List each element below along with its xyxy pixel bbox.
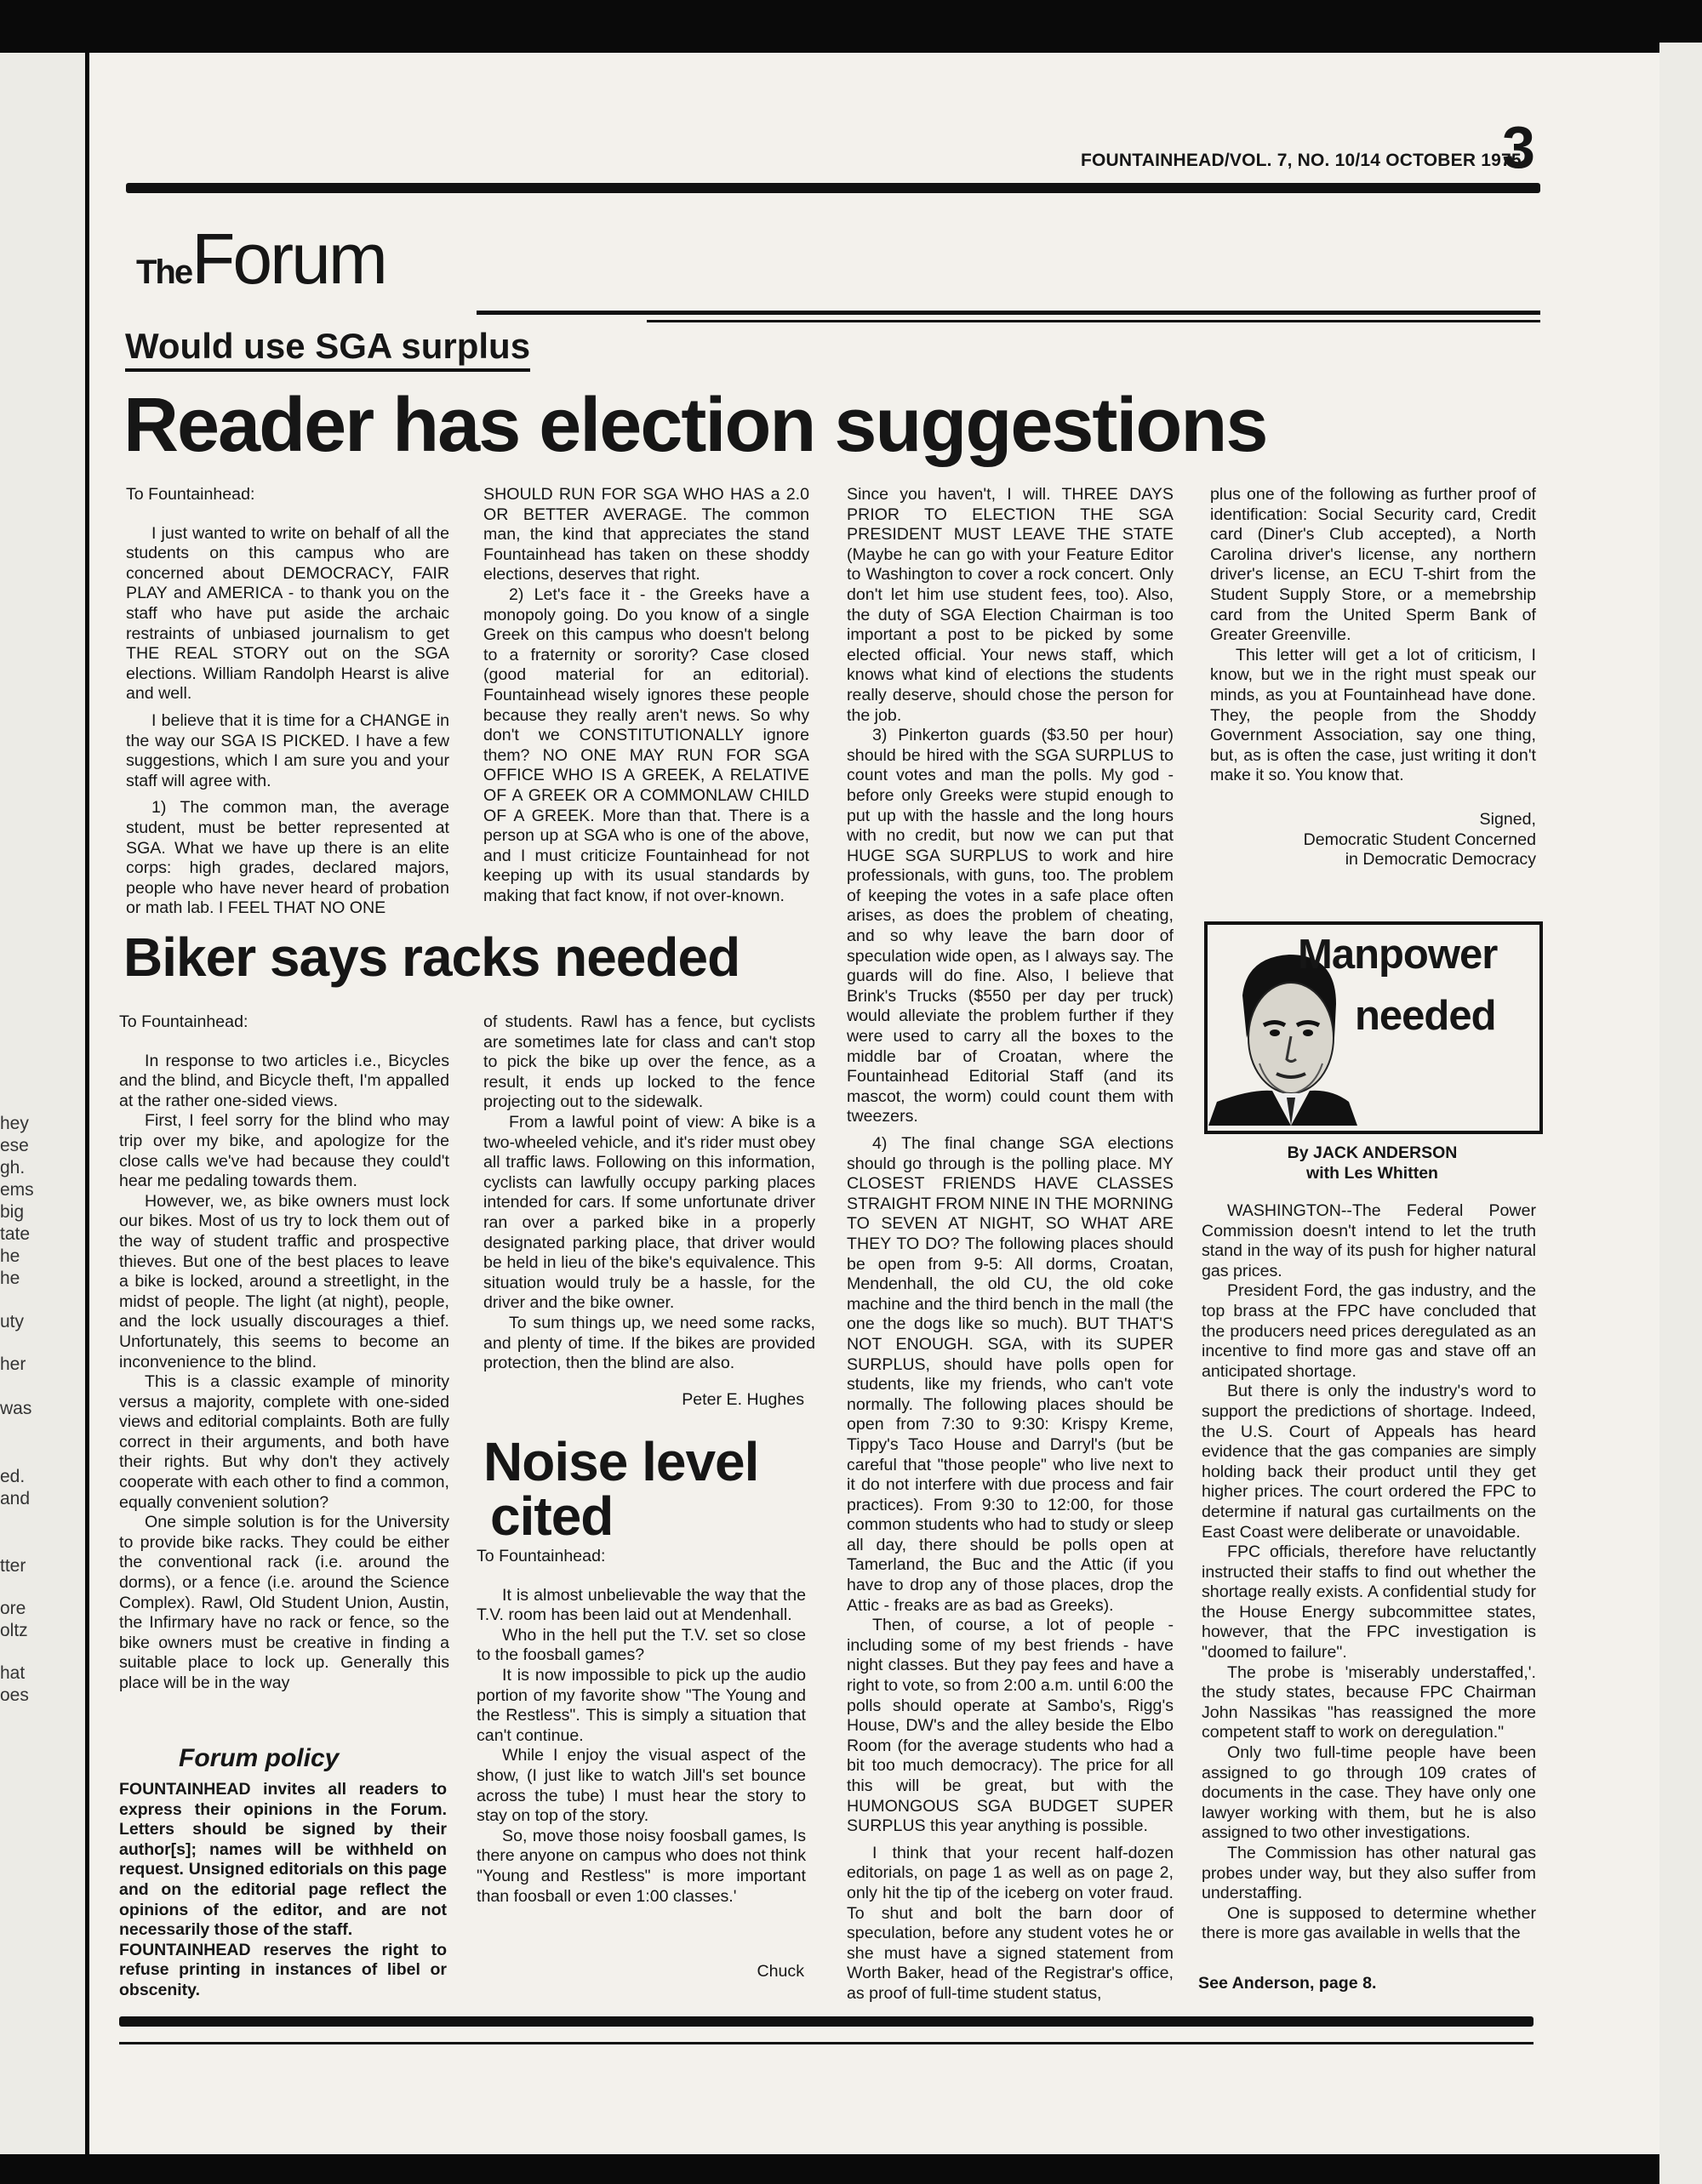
left-fragment: ems	[0, 1180, 34, 1200]
byline-author: By JACK ANDERSON	[1287, 1143, 1458, 1162]
left-fragment: uty	[0, 1312, 25, 1331]
left-fragment: ese	[0, 1136, 29, 1155]
paragraph: But there is only the industry's word to support the predictions of shortage. Indeed, the U.S. Court of Appeals has heard evidence that the gas companies are simply holding back their product until they get higher prices. The court ordered the FPC to determine if natural gas curtailments on the East Coast were deliberate or unavoidable.	[1202, 1382, 1536, 1542]
paragraph: 4) The final change SGA elections should go through is the polling place. MY CLOSEST FRIENDS HAVE CLASSES STRAIGHT FROM NINE IN THE MORNING TO SEVEN AT NIGHT, SO WHAT ARE THEY TO DO? The following places should be open from 9-5: All dorms, Croatan, Mendenhall, the old CU, the old coke machine and the third bench in the mall (the one the dogs like so much). BUT THAT'S NOT ENOUGH. SGA, with its SUPER SURPLUS, should have polls open for students, like my friends, who can't vote normally. The following places should be open from 7:30 to 9:30: Krispy Kreme, Tippy's Taco House and Darryl's (but be careful that "those people" who live next to it do not interfere with due process and fair practices). From 9:30 to 12:00, for those common students who had to study or sleep all day, there should be polls open at Tamerland, the Buc and the Attic (if you have to drop any of those places, drop the Attic - freaks are as bad as Greeks).	[847, 1134, 1174, 1615]
main-column-2	[483, 485, 809, 906]
salutation: To Fountainhead:	[119, 1012, 248, 1031]
paragraph: However, we, as bike owners must lock our bikes. Most of us try to lock them out of the way of student traffic and prospective thieves. But one of the best places to leave a bike is locked, around a streetlight, in the midst of people. The light (at night), people, and the lock usually discourages a thief. Unfortunately, this seems to become an inconvenience to the blind.	[119, 1191, 449, 1371]
left-fragment: he	[0, 1246, 20, 1266]
paragraph: While I enjoy the visual aspect of the show, (I just like to watch Jill's set bounce across the tube) I must hear the story to stay on top of the story.	[477, 1746, 806, 1826]
left-fragment: tter	[0, 1556, 26, 1576]
jump-line: See Anderson, page 8.	[1198, 1974, 1377, 1993]
section-rule-bottom	[647, 320, 1540, 322]
main-column-1	[126, 485, 449, 919]
left-fragment: he	[0, 1269, 20, 1288]
paragraph: In response to two articles i.e., Bicycles and the blind, and Bicycle theft, I'm appalled at the rather one-sided views.	[119, 1051, 449, 1110]
paragraph: 1) The common man, the average student, must be better represented at SGA. What we have up there is an elite corps: high grades, declared majors, people who have never heard of probation or math lab. I FEEL THAT NO ONE	[126, 798, 449, 918]
paragraph: of students. Rawl has a fence, but cyclists are sometimes late for class and can't stop to pick the bike up over the fence, as a result, it ends up locked to the fence projecting out to the sidewalk.	[483, 1012, 815, 1112]
paragraph: From a lawful point of view: A bike is a two-wheeled vehicle, and it's rider must obey all traffic laws. Following on this information, cyclists can lawfully occupy parking places intended for cars. If some unfortunate driver ran over a parked bike in a properly designated parking place, that driver would be held in lieu of the bike's equivalence. This situation would truly be a hassle, for the driver and the bike owner.	[483, 1112, 815, 1313]
left-fragment: hat	[0, 1663, 26, 1683]
paragraph: So, move those noisy foosball games, Is there anyone on campus who does not think "Young and Restless" is more important than foosball or even 1:00 classes.'	[477, 1826, 806, 1906]
paragraph: WASHINGTON--The Federal Power Commission doesn't intend to let the truth stand in the way of its push for higher natural gas prices.	[1202, 1201, 1536, 1280]
left-fragment: tate	[0, 1224, 31, 1244]
paragraph: Since you haven't, I will. THREE DAYS PRIOR TO ELECTION THE SGA PRESIDENT MUST LEAVE THE STATE (Maybe he can go with your Feature Editor to Washington to cover a rock concert. Only don't let him use student fees, too). Also, the duty of SGA Election Chairman is too important a post to be picked by some elected official. Your news staff, which knows what kind of elections the students really deserve, should chose the person for the job.	[847, 485, 1174, 725]
left-fragment: ed.	[0, 1467, 26, 1486]
salutation: To Fountainhead:	[126, 485, 255, 504]
paragraph: FPC officials, therefore have reluctantly instructed their staffs to find out whether the shortage really exists. A confidential study for the House Energy subcommittee states, however, that the FPC investigation is "doomed to failure".	[1202, 1542, 1536, 1662]
paragraph: It is now impossible to pick up the audio portion of my favorite show "The Young and the Restless". This is simply a situation that can't continue.	[477, 1665, 806, 1745]
byline	[1208, 1143, 1536, 1183]
paragraph: plus one of the following as further proof of identification: Social Security card, Credit card (Diner's Club accepted), a North Carolina driver's license, any northern driver's license, an ECU T-shirt from the Student Supply Store, or a memebrship card from the United Sperm Bank of Greater Greenville.	[1210, 485, 1536, 645]
section-title	[136, 219, 386, 299]
policy-title: Forum policy	[179, 1744, 340, 1772]
paragraph: SHOULD RUN FOR SGA WHO HAS a 2.0 OR BETTER AVERAGE. The common man, the kind that appreciates the stand Fountainhead has taken on these shoddy elections, deserves that right.	[483, 485, 809, 584]
paragraph: I think that your recent half-dozen editorials, on page 1 as well as on page 2, only hit the tip of the iceberg on voter fraud. To shut and bolt the barn door of speculation, before any student votes he or she must have a signed statement from Worth Baker, head of the Registrar's office, as proof of full-time student status,	[847, 1843, 1174, 2003]
main-kicker: Would use SGA surplus	[125, 326, 530, 372]
left-fragment: big	[0, 1202, 25, 1222]
biker-column-2	[483, 1012, 815, 1374]
paragraph: It is almost unbelievable the way that the T.V. room has been laid out at Mendenhall.	[477, 1585, 806, 1625]
paragraph: Who in the hell put the T.V. set so close to the foosball games?	[477, 1625, 806, 1665]
paragraph: This letter will get a lot of criticism, I know, but we in the right must speak our minds, as you at Fountainhead have done. They, the people from the Shoddy Government Association, say one thing, but, as is often the case, just writing it don't make it so. You know that.	[1210, 645, 1536, 785]
paragraph: The probe is 'miserably understaffed,'. the study states, because FPC Chairman John Nassikas "has reassigned the more competent staff to work on deregulation."	[1202, 1662, 1536, 1742]
signature-line: Signed,	[1479, 810, 1536, 829]
manpower-headline-line2: needed	[1355, 993, 1496, 1039]
manpower-headline-line1: Manpower	[1298, 932, 1498, 978]
left-fragment: gh.	[0, 1158, 26, 1178]
section-title-the: The	[136, 254, 192, 291]
main-column-3	[847, 485, 1174, 2004]
section-title-forum: Forum	[191, 219, 386, 299]
left-fragment: her	[0, 1354, 26, 1374]
signature-line: Democratic Student Concerned	[1303, 830, 1536, 849]
noise-headline-line2: cited	[490, 1485, 614, 1547]
noise-headline	[483, 1431, 759, 1547]
left-fragment: hey	[0, 1114, 29, 1133]
left-fragment: oes	[0, 1685, 29, 1705]
paragraph: I believe that it is time for a CHANGE in the way our SGA IS PICKED. I have a few suggestions, which I am sure you and your staff will agree with.	[126, 710, 449, 790]
biker-headline: Biker says racks needed	[123, 927, 740, 988]
paragraph: 2) Let's face it - the Greeks have a monopoly going. Do you know of a single Greek on this campus who doesn't belong to a fraternity or sorority? Case closed (good material for an editorial). Fountainhead wisely ignores these people because they really aren't news. So why don't we CONSTITUTIONALLY ignore them? NO ONE MAY RUN FOR SGA OFFICE WHO IS A GREEK, A RELATIVE OF A GREEK OR A COMMONLAW CHILD OF A GREEK. More than that. There is a person up at SGA who is one of the above, and I must criticize Fountainhead for not keeping up with its usual standards by making that fact know, if not over-known.	[483, 584, 809, 905]
paragraph: This is a classic example of minority versus a majority, complete with one-sided views and editorial complaints. Both are fully correct in their arguments, and both have their rights. But why don't they actively cooperate with each other to find a common, equally convenient solution?	[119, 1372, 449, 1512]
paragraph: One simple solution is for the University to provide bike racks. They could be either the conventional rack (i.e. around the dorms), or a fence (i.e. around the Science Complex). Rawl, Old Student Union, Austin, the Infirmary have no rack or fence, so the bike owners must be creative in finding a suitable place to lock up. Generally this place will be in the way	[119, 1513, 449, 1692]
byline-coauthor: with Les Whitten	[1306, 1164, 1438, 1183]
publication-line: FOUNTAINHEAD/VOL. 7, NO. 10/14 OCTOBER 1975	[1081, 151, 1522, 170]
left-fragment: was	[0, 1399, 32, 1418]
biker-column-1	[119, 1012, 449, 1694]
noise-headline-line1: Noise level	[483, 1431, 759, 1492]
page-number: 3	[1502, 114, 1535, 180]
paragraph: I just wanted to write on behalf of all the students on this campus who are concerned about DEMOCRACY, FAIR PLAY and AMERICA - to thank you on the staff who have put aside the archaic restraints of unbiased journalism to get THE REAL STORY out on the SGA elections. William Randolph Hearst is alive and well.	[126, 523, 449, 704]
section-rule-top	[477, 311, 1540, 315]
signature-line: in Democratic Democracy	[1345, 850, 1536, 870]
left-fragment: oltz	[0, 1621, 28, 1640]
biker-signature: Peter E. Hughes	[682, 1390, 804, 1409]
next-page-edge	[1659, 43, 1702, 2184]
paragraph: The Commission has other natural gas probes under way, but they also suffer from understaffing.	[1202, 1844, 1536, 1903]
paragraph: 3) Pinkerton guards ($3.50 per hour) should be hired with the SGA SURPLUS to count votes and man the polls. My god - before only Greeks were stupid enough to put up with the hassle and the long hours with no credit, but now we can put that HUGE SGA SURPLUS to work and hire professionals, with guns, too. The problem of keeping the votes in a safe place often arises, as does the problem of cheating, and so why leave the barn door of speculation wide open, as I always say. The guards will do fine. Also, I believe that Brink's Trucks ($550 per day per truck) would alleviate the problem further if they were used to carry all the boxes to the middle bar of Croatan, where the Fountainhead Editorial Staff (and its mascot, the worm) could count them with tweezers.	[847, 726, 1174, 1126]
bottom-thin-rule	[119, 2042, 1534, 2044]
main-headline: Reader has election suggestions	[123, 383, 1267, 468]
bottom-rule	[119, 2016, 1534, 2027]
main-column-4	[1210, 485, 1536, 786]
left-fragment: ore	[0, 1599, 26, 1618]
paragraph: First, I feel sorry for the blind who may trip over my bike, and apologize for the close calls we've had because they could't hear me pedaling towards them.	[119, 1111, 449, 1191]
policy-box	[119, 1780, 447, 2001]
left-fragment: and	[0, 1489, 31, 1508]
paragraph: Then, of course, a lot of people - including some of my best friends - have night classes. But they pay fees and have a right to vote, so from 2:00 a.m. until 6:00 the polls should operate at Sambo's, Rigg's House, DW's and the alley beside the Elbo Room (for the average students who had a bit too much democracy). The price for all this will be great, but with the HUMONGOUS SGA BUDGET SUPER SURPLUS this year anything is possible.	[847, 1616, 1174, 1836]
salutation: To Fountainhead:	[477, 1547, 606, 1565]
noise-column	[477, 1547, 806, 1907]
main-signature	[1210, 810, 1536, 870]
paragraph: President Ford, the gas industry, and the top brass at the FPC have concluded that the producers need prices deregulated as an incentive to find more gas and stave off an anticipated shortage.	[1202, 1281, 1536, 1381]
noise-signature: Chuck	[757, 1962, 804, 1981]
paragraph: To sum things up, we need some racks, and plenty of time. If the bikes are provided protection, then the blind are also.	[483, 1313, 815, 1373]
policy-paragraph: FOUNTAINHEAD invites all readers to express their opinions in the Forum. Letters should be signed by their author[s]; names will be withheld on request. Unsigned editorials on this page and on the editorial page reflect the opinions of the editor, and are not necessarily those of the staff.	[119, 1780, 447, 1940]
manpower-column	[1202, 1201, 1536, 1944]
facing-page-edge	[0, 53, 85, 2154]
top-rule	[126, 183, 1540, 193]
paragraph: One is supposed to determine whether there is more gas available in wells that the	[1202, 1903, 1536, 1943]
paragraph: Only two full-time people have been assigned to go through 109 crates of documents in the case. They have only one lawyer working with them, but he is also assigned to two other investigations.	[1202, 1743, 1536, 1843]
policy-paragraph: FOUNTAINHEAD reserves the right to refuse printing in instances of libel or obscenity.	[119, 1940, 447, 1999]
